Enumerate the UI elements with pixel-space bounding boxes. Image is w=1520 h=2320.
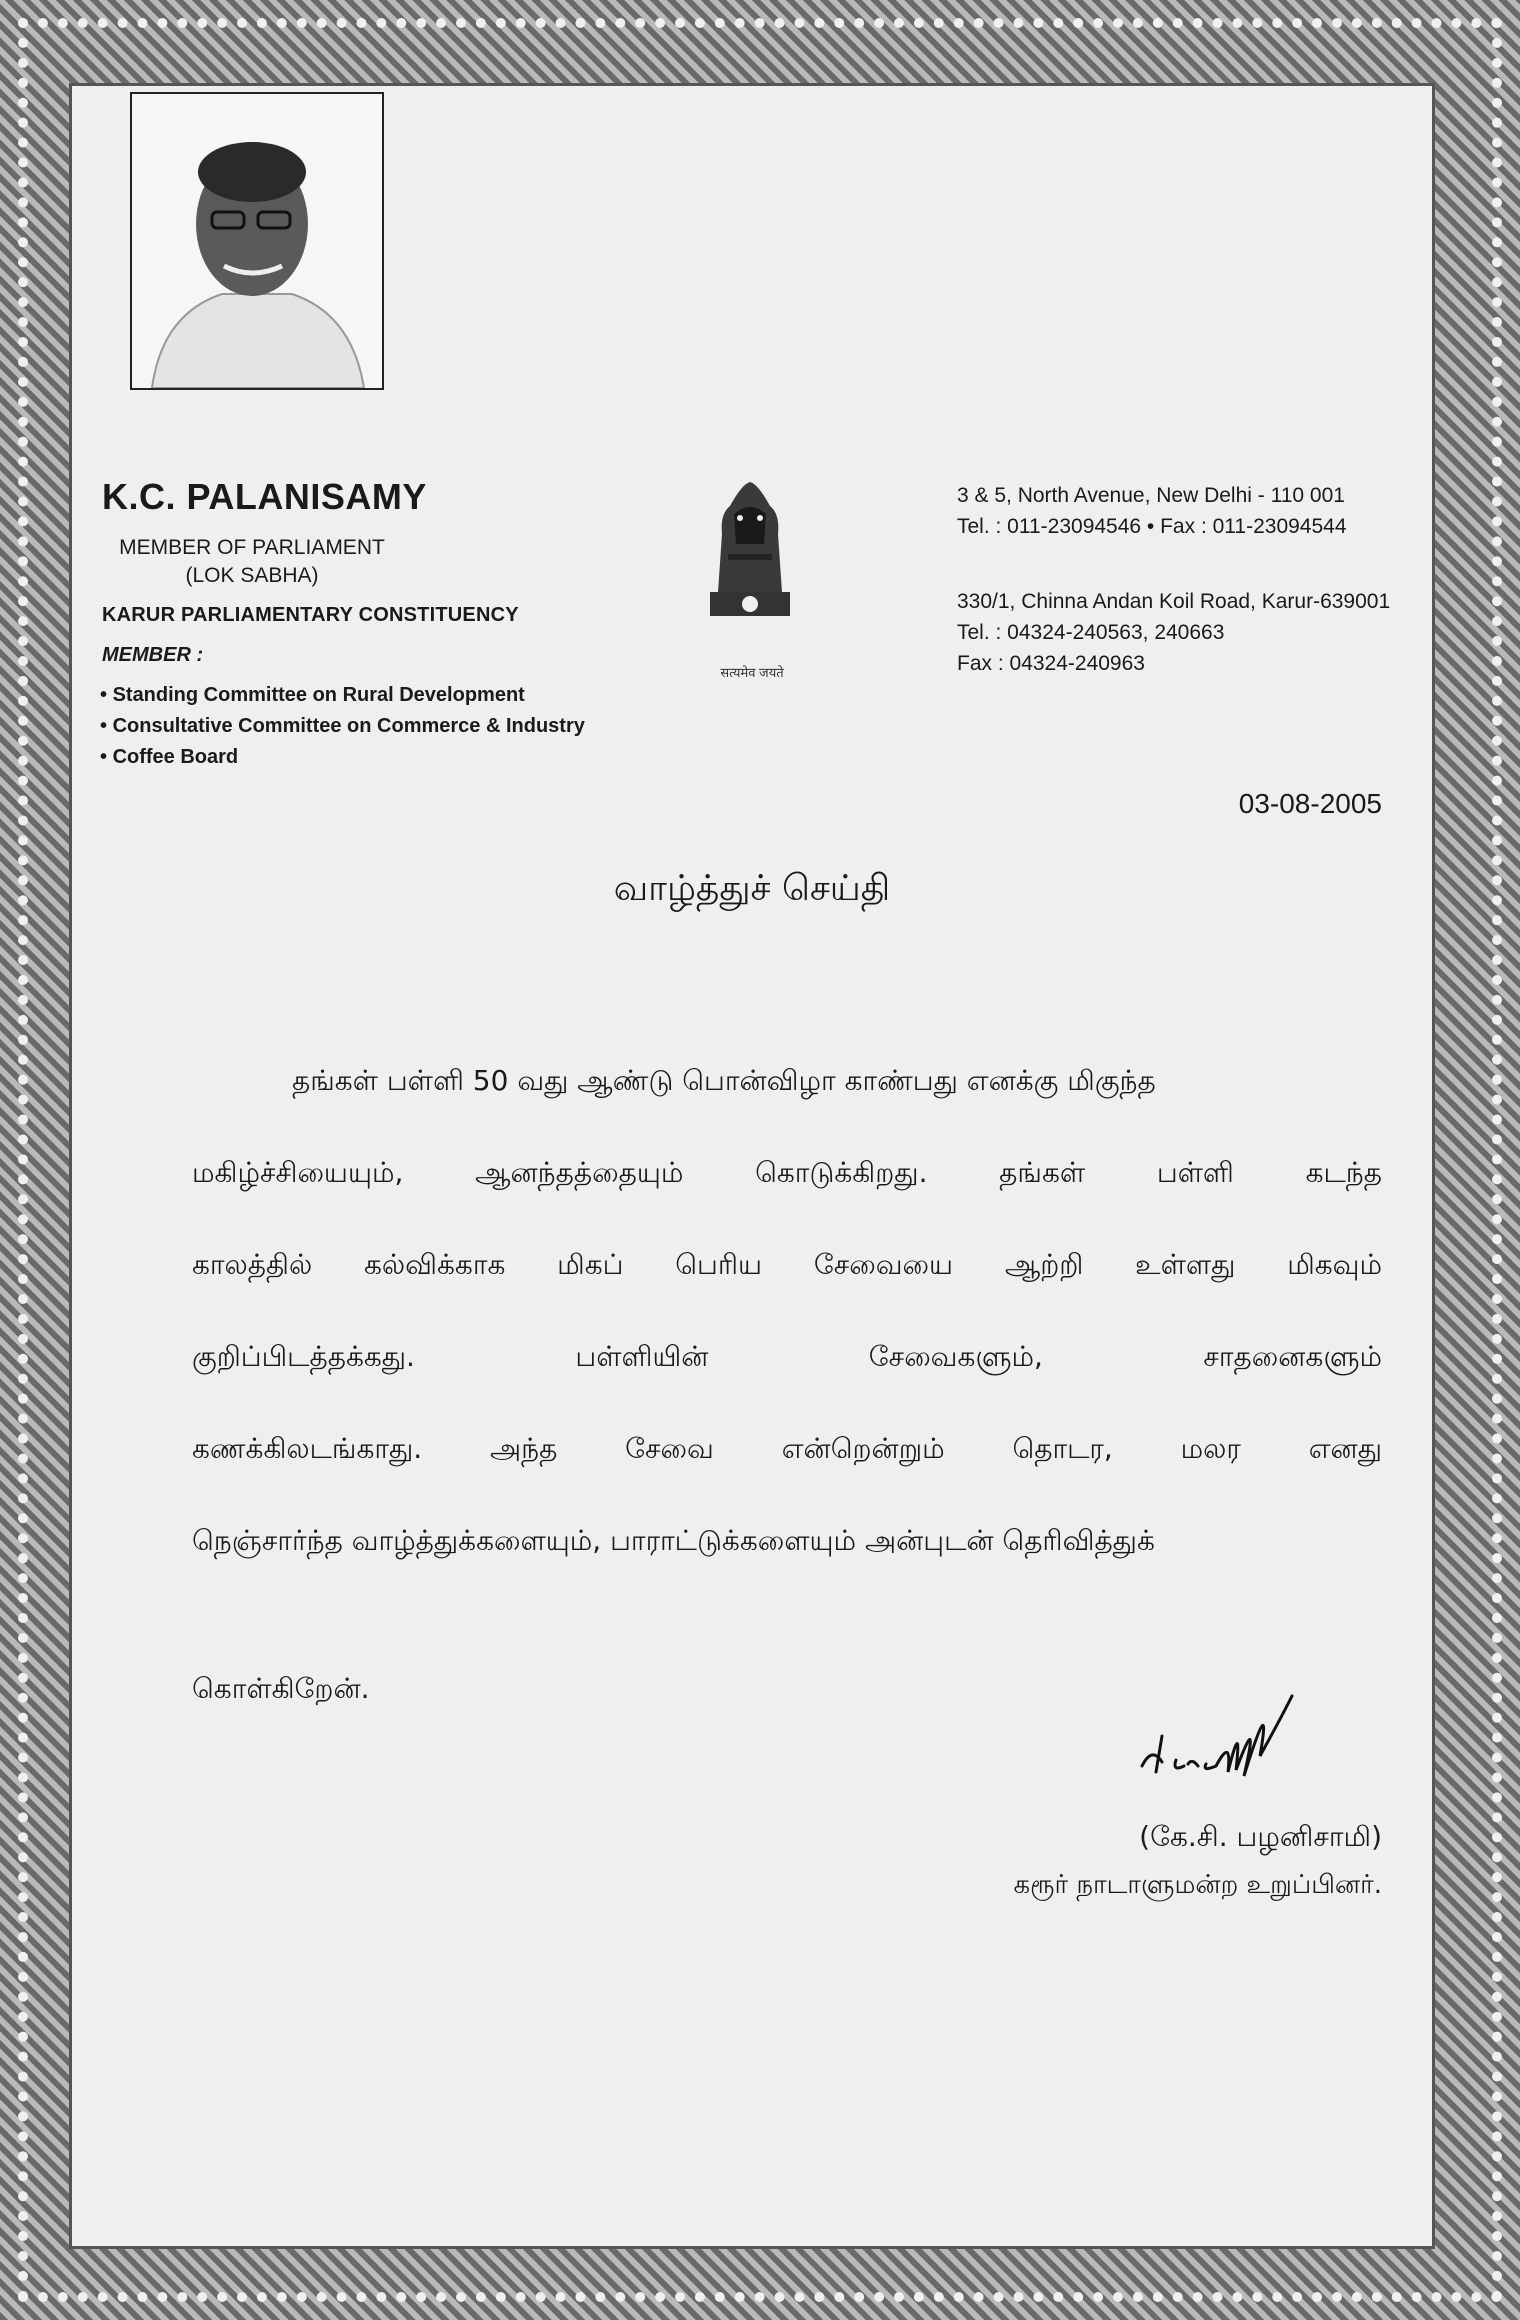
signatory-name: (கே.சி. பழனிசாமி): [1139, 1820, 1382, 1853]
emblem-motto: सत्यमेव जयते: [720, 665, 784, 680]
delhi-address: 3 & 5, North Avenue, New Delhi - 110 001: [957, 484, 1345, 507]
committee-item: • Consultative Committee on Commerce & Industry: [100, 711, 585, 742]
role-line-2: (LOK SABHA): [185, 564, 319, 587]
committee-item: • Coffee Board: [100, 742, 585, 773]
letter-date: 03-08-2005: [1238, 788, 1382, 819]
karur-address-block: [957, 586, 1390, 679]
signature-image: [1132, 1676, 1332, 1786]
body-line: காலத்தில் கல்விக்காக மிகப் பெரிய சேவையை ஆற்றி உள்ளது மிகவும்: [192, 1248, 1382, 1281]
body-line: மகிழ்ச்சியையும், ஆனந்தத்தையும் கொடுக்கிறது. தங்கள் பள்ளி கடந்த: [192, 1156, 1382, 1189]
role-line-1: MEMBER OF PARLIAMENT: [119, 536, 385, 559]
mp-role: [102, 534, 402, 590]
body-line: குறிப்பிடத்தக்கது. பள்ளியின் சேவைகளும், சாதனைகளும்: [192, 1340, 1382, 1373]
member-heading: MEMBER :: [102, 644, 204, 666]
portrait-image: [132, 94, 382, 388]
karur-phone: Tel. : 04324-240563, 240663: [957, 621, 1225, 644]
committee-list: [100, 680, 585, 773]
letter-title: வாழ்த்துச் செய்தி: [613, 868, 891, 909]
body-line: தங்கள் பள்ளி 50 வது ஆண்டு பொன்விழா காண்பது எனக்கு மிகுந்த: [292, 1064, 1156, 1097]
portrait-photo: [130, 92, 384, 390]
delhi-address-block: [957, 480, 1347, 542]
karur-fax: Fax : 04324-240963: [957, 652, 1145, 675]
national-emblem-icon: [700, 474, 800, 624]
committee-item: • Standing Committee on Rural Development: [100, 680, 585, 711]
karur-address: 330/1, Chinna Andan Koil Road, Karur-639001: [957, 590, 1391, 613]
body-line: கொள்கிறேன்.: [192, 1672, 370, 1705]
signatory-designation: கரூர் நாடாளுமன்ற உறுப்பினர்.: [1013, 1870, 1382, 1900]
mp-name: K.C. PALANISAMY: [102, 476, 427, 517]
body-line: நெஞ்சார்ந்த வாழ்த்துக்களையும், பாராட்டுக்களையும் அன்புடன் தெரிவித்துக்: [192, 1524, 1155, 1557]
body-line: கணக்கிலடங்காது. அந்த சேவை என்றென்றும் தொடர, மலர எனது: [192, 1432, 1382, 1465]
delhi-phone: Tel. : 011-23094546 • Fax : 011-23094544: [957, 515, 1347, 538]
letter-page: [72, 86, 1432, 2246]
constituency: KARUR PARLIAMENTARY CONSTITUENCY: [102, 604, 519, 626]
